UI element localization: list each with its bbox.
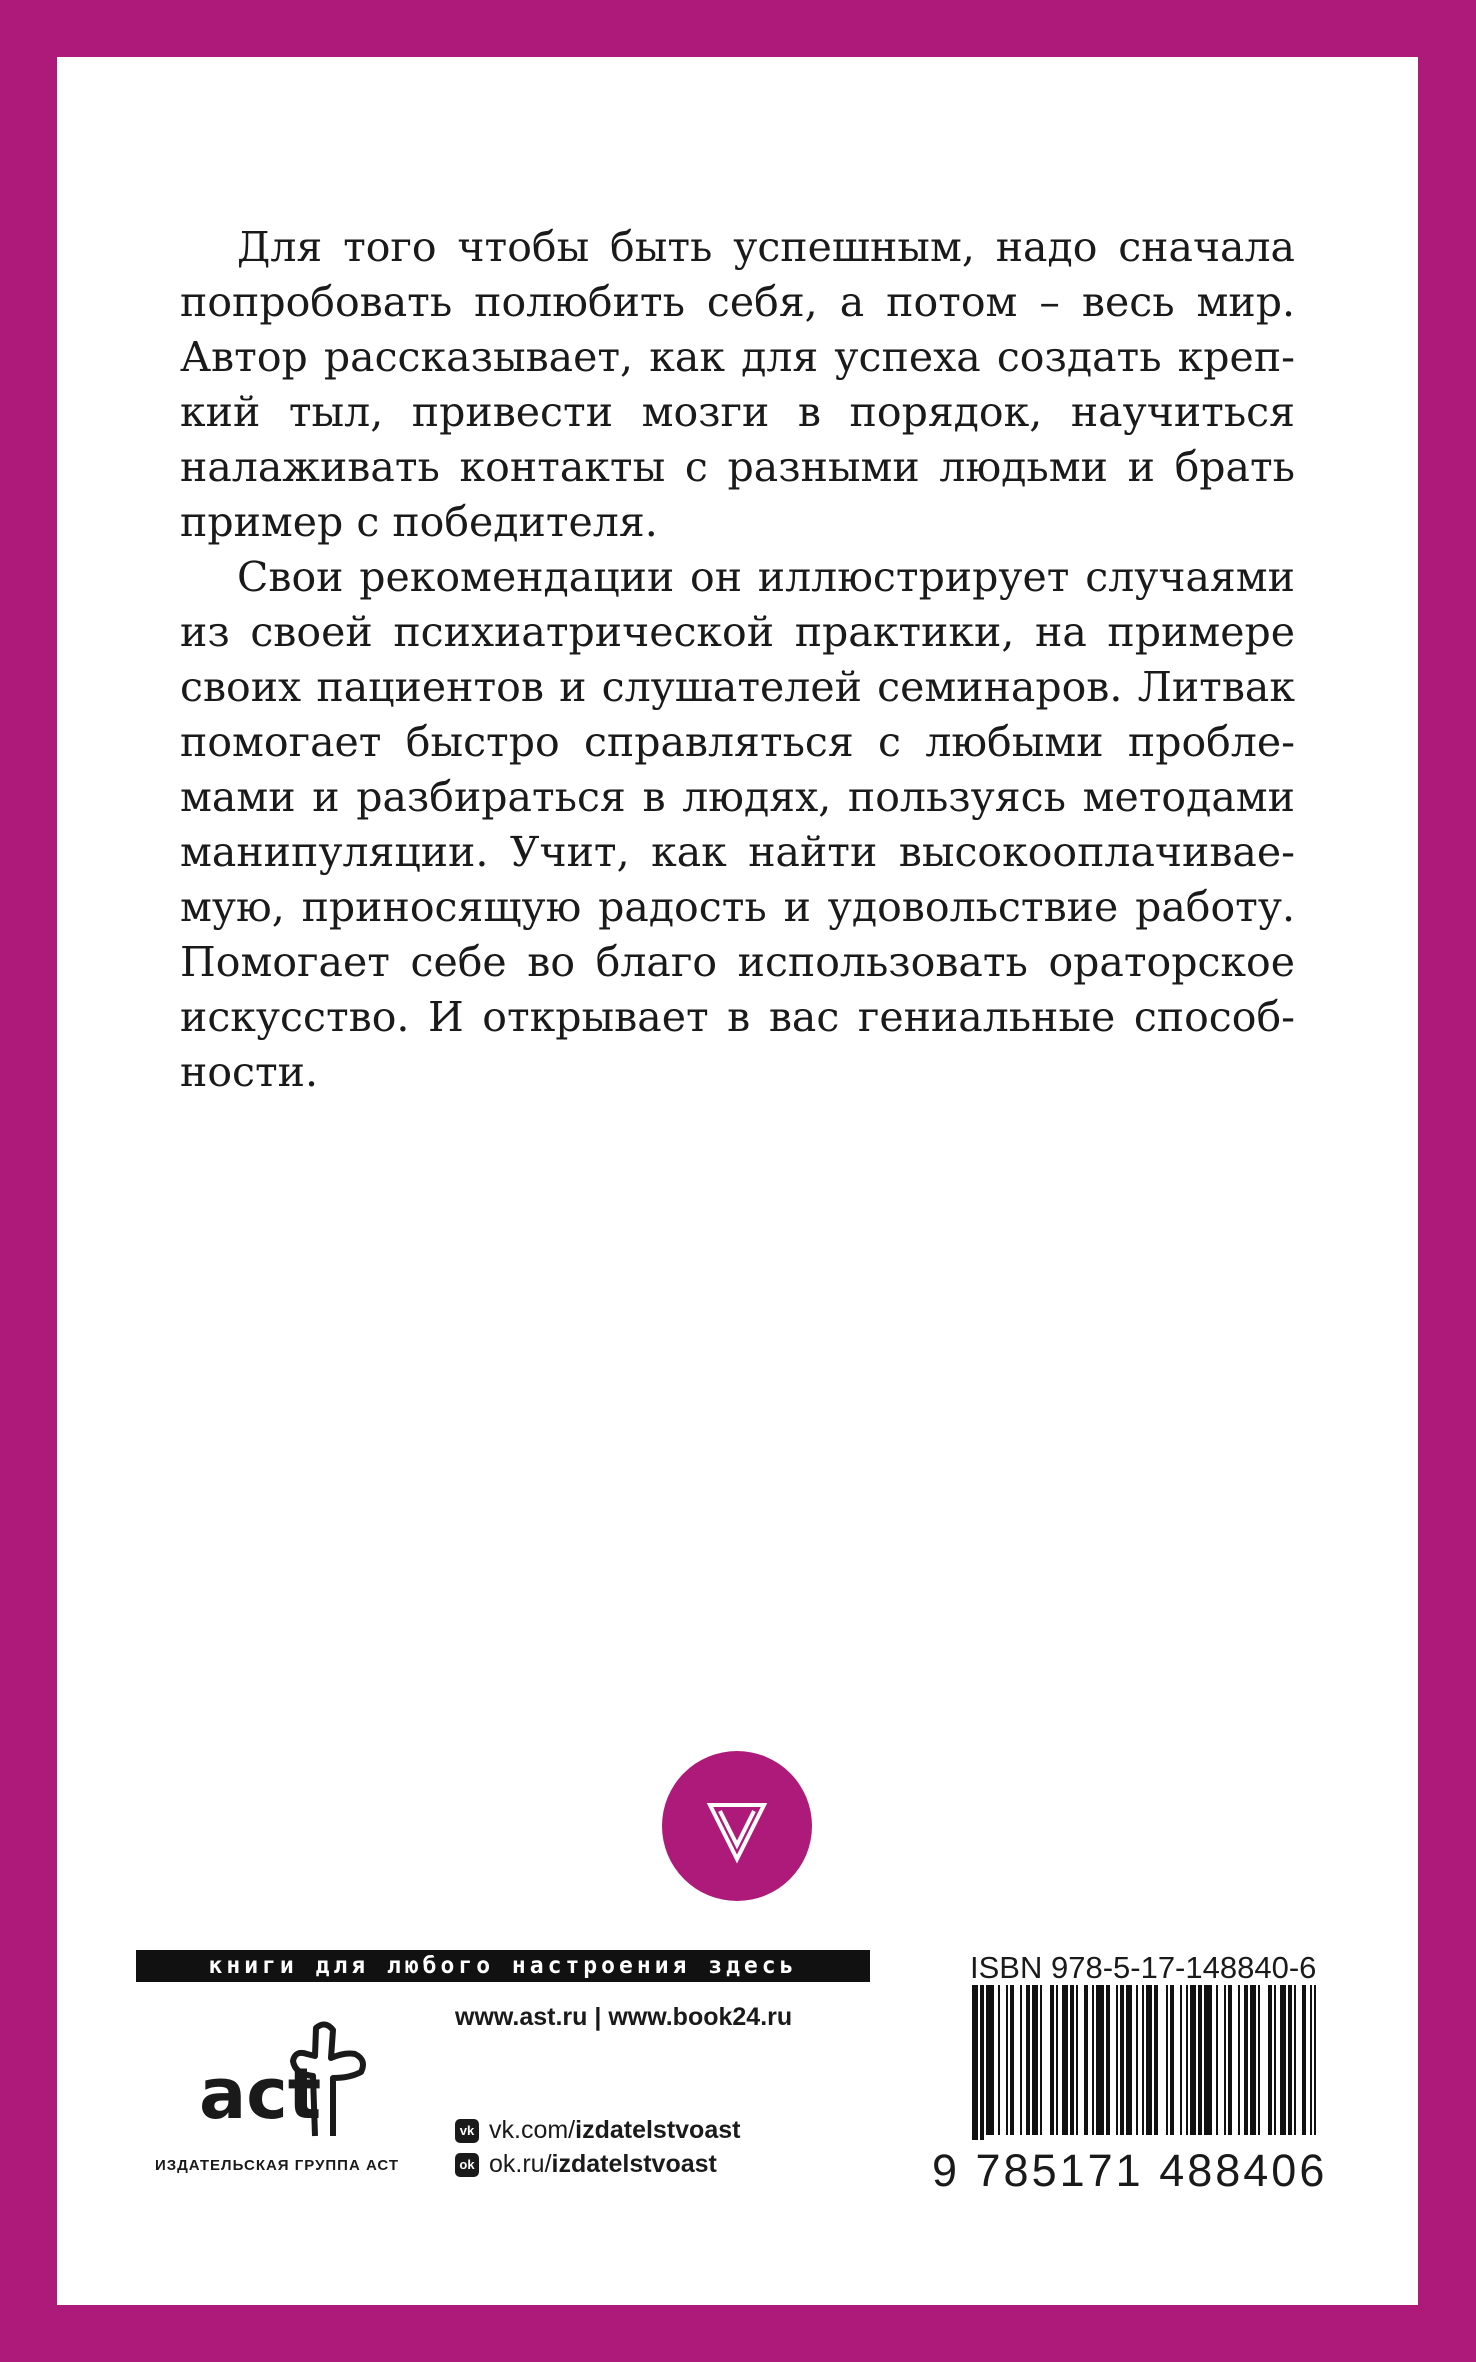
barcode-bar — [1096, 1985, 1104, 2135]
barcode-bar — [1136, 1985, 1138, 2135]
barcode-bar — [1142, 1985, 1144, 2135]
barcode-bar — [1288, 1985, 1292, 2135]
barcode-bar — [1274, 1985, 1276, 2135]
barcode-bar — [1056, 1985, 1058, 2135]
publisher-caption: ИЗДАТЕЛЬСКАЯ ГРУППА АСТ — [154, 2157, 400, 2174]
vk-handle: izdatelstvoast — [575, 2116, 741, 2144]
barcode-bar — [1310, 1985, 1312, 2135]
barcode-bar — [1302, 1985, 1306, 2135]
barcode-bar — [1244, 1985, 1248, 2135]
barcode-bar — [1062, 1985, 1068, 2135]
barcode-bar — [1050, 1985, 1054, 2135]
barcode-bar — [980, 1985, 984, 2140]
annotation-paragraph-1: Для того чтобы быть успешным, надо сначала попробовать полюбить себя, а потом – весь мир. Автор рассказывает, как для успеха создать креп-кий тыл, привести мозги в порядок, научиться налаживать контакты с разными людьми и брать пример с победителя. — [180, 223, 1295, 546]
barcode-bar — [1190, 1985, 1196, 2135]
barcode-bar — [1258, 1985, 1260, 2135]
barcode-bar — [1314, 1985, 1316, 2135]
website-links[interactable]: www.ast.ru | www.book24.ru — [455, 2003, 793, 2031]
barcode-bar — [1180, 1985, 1182, 2135]
barcode-bar — [1154, 1985, 1158, 2135]
barcode-bar — [1294, 1985, 1296, 2135]
barcode-bar — [1106, 1985, 1110, 2135]
annotation-paragraph-2: Свои рекомендации он иллюстрирует случаями из своей психиатрической практики, на примере своих пациентов и слушателей семинаров. Литвак помогает быстро справляться с любыми пробле-мами и разбираться в людях, пользуясь методами манипуляции. Учит, как найти высокооплачивае-мую, приносящую радость и удовольствие работу. Помогает себе во благо использовать ораторское искусство. И открывает в вас гениальные способ-ности. — [180, 553, 1295, 1096]
ok-link[interactable] — [455, 2150, 717, 2179]
barcode-bar — [1032, 1985, 1038, 2135]
barcode-bar — [1084, 1985, 1088, 2135]
barcode-digits: 9 785171 488406 — [932, 2145, 1328, 2196]
barcode-bar — [1126, 1985, 1132, 2135]
barcode-bar — [1224, 1985, 1226, 2135]
barcode-bar — [1006, 1985, 1008, 2135]
book-annotation — [180, 220, 1295, 1100]
v-emblem-icon — [662, 1751, 812, 1901]
v-emblem-badge — [662, 1751, 812, 1901]
barcode-bar — [1026, 1985, 1030, 2135]
barcode-bar — [1268, 1985, 1272, 2135]
ast-logo — [195, 2016, 385, 2146]
barcode-bar — [1040, 1985, 1042, 2135]
ok-prefix: ok.ru/ — [489, 2150, 552, 2178]
barcode-bar — [1116, 1985, 1118, 2135]
barcode-bar — [1250, 1985, 1256, 2135]
barcode-bar — [1070, 1985, 1074, 2135]
barcode-bar — [1092, 1985, 1094, 2135]
barcode-bar — [1170, 1985, 1174, 2135]
ok-icon: ok — [455, 2153, 479, 2177]
barcode-bar — [1010, 1985, 1014, 2135]
barcode-bar — [1076, 1985, 1078, 2135]
ok-handle: izdatelstvoast — [551, 2150, 717, 2178]
isbn-barcode — [970, 1985, 1320, 2140]
vk-icon: vk — [455, 2119, 479, 2143]
slogan-banner: книги для любого настроения здесь — [136, 1950, 870, 1982]
barcode-bar — [1146, 1985, 1152, 2135]
vk-prefix: vk.com/ — [489, 2116, 576, 2144]
barcode-bar — [1198, 1985, 1202, 2135]
barcode-bar — [972, 1985, 978, 2140]
logo-text: act — [199, 2053, 322, 2135]
barcode-bar — [986, 1985, 994, 2135]
barcode-bar — [1020, 1985, 1022, 2135]
barcode-bar — [1120, 1985, 1124, 2135]
vk-link[interactable] — [455, 2116, 740, 2145]
barcode-bar — [1228, 1985, 1232, 2135]
barcode-bar — [1204, 1985, 1212, 2135]
barcode-bar — [1166, 1985, 1168, 2135]
barcode-bar — [1186, 1985, 1188, 2135]
barcode-bar — [1216, 1985, 1218, 2135]
isbn-label: ISBN 978-5-17-148840-6 — [970, 1950, 1317, 1985]
barcode-bar — [998, 1985, 1000, 2135]
barcode-bar — [1280, 1985, 1286, 2135]
barcode-bar — [1238, 1985, 1240, 2135]
